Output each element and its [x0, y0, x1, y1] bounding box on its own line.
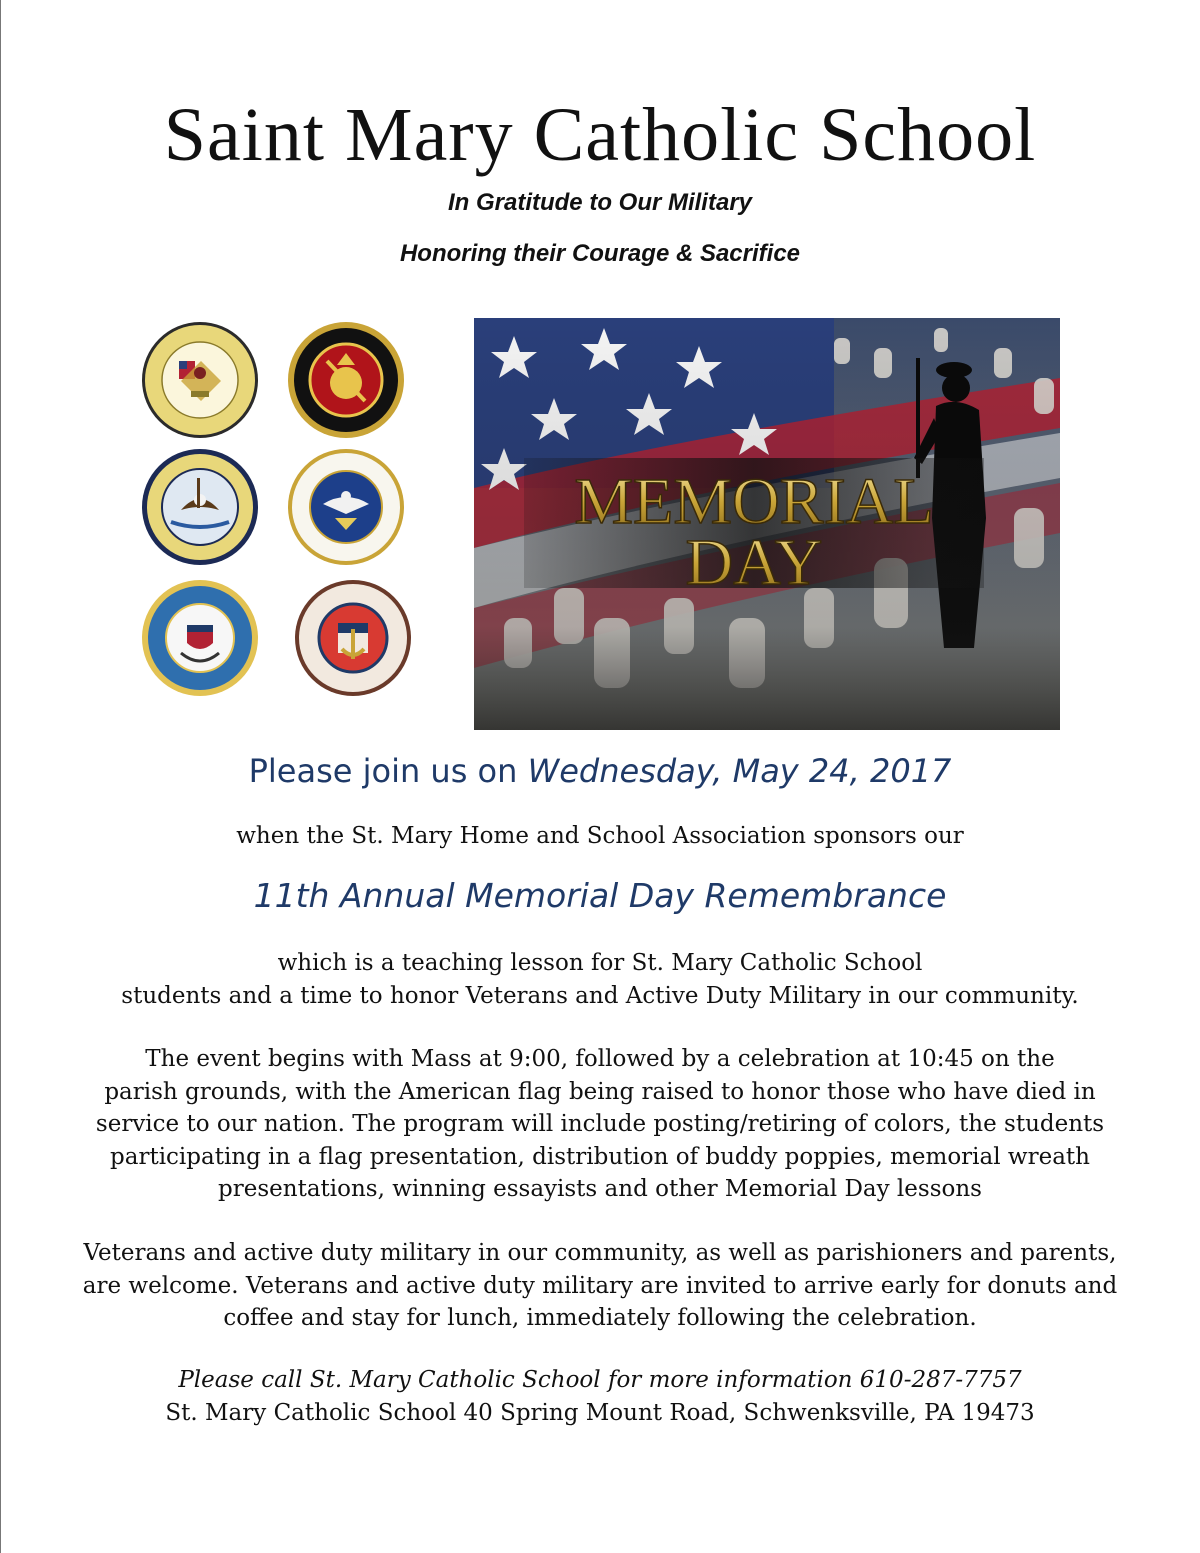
army-seal: [141, 321, 259, 439]
teach-line-1: which is a teaching lesson for St. Mary Catholic School: [277, 950, 923, 976]
coast-guard-seal: [141, 579, 259, 697]
memorial-day-image: [474, 318, 1060, 730]
vets-line-3: coffee and stay for lunch, immediately following the celebration.: [223, 1305, 977, 1331]
air-force-seal: [287, 448, 405, 566]
join-prefix: Please join us on: [248, 752, 528, 790]
sponsor-line: when the St. Mary Home and School Association sponsors our: [236, 823, 964, 849]
event-line-2: parish grounds, with the American flag being raised to honor those who have died in: [104, 1078, 1096, 1105]
marine-corps-seal: [287, 321, 405, 439]
event-date: Wednesday, May 24, 2017: [527, 752, 952, 790]
subtitle-honoring: Honoring their Courage & Sacrifice: [399, 240, 801, 267]
vets-line-1: Veterans and active duty military in our community, as well as parishioners and parents,: [83, 1240, 1117, 1266]
teaching-paragraph: [60, 947, 1140, 1012]
event-paragraph: [60, 1043, 1140, 1206]
event-line-3: service to our nation. The program will include posting/retiring of colors, the students: [95, 1111, 1105, 1137]
day-text: DAY: [685, 526, 823, 599]
veterans-paragraph: [60, 1237, 1140, 1335]
event-line-4: participating in a flag presentation, distribution of buddy poppies, memorial wreath: [110, 1143, 1090, 1170]
event-line-1: The event begins with Mass at 9:00, followed by a celebration at 10:45 on the: [145, 1046, 1055, 1072]
join-invitation: [0, 752, 1200, 790]
memorial-text: MEMORIAL: [574, 465, 934, 538]
contact-address-line: St. Mary Catholic School 40 Spring Mount Road, Schwenksville, PA 19473: [165, 1400, 1035, 1426]
subtitle-gratitude: In Gratitude to Our Military: [447, 189, 753, 216]
teach-line-2: students and a time to honor Veterans and Active Duty Military in our community.: [121, 982, 1079, 1009]
event-line-5: presentations, winning essayists and other Memorial Day lessons: [218, 1176, 982, 1202]
page-title: Saint Mary Catholic School: [163, 93, 1037, 177]
merchant-marine-seal: [294, 579, 412, 697]
navy-seal: [141, 448, 259, 566]
vets-line-2: are welcome. Veterans and active duty military are invited to arrive early for donuts and: [82, 1272, 1118, 1299]
contact-call-line: Please call St. Mary Catholic School for more information 610-287-7757: [178, 1367, 1022, 1393]
event-name: 11th Annual Memorial Day Remembrance: [253, 876, 947, 915]
